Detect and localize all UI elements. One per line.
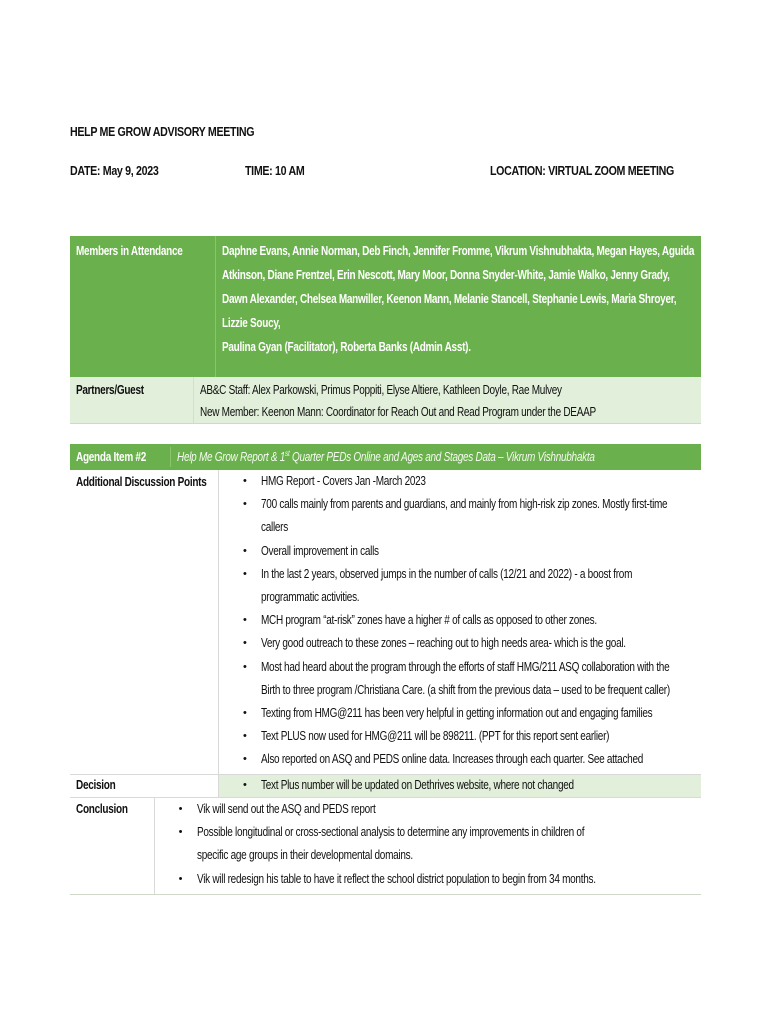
discussion-points — [219, 470, 770, 774]
list-item: • Vik will redesign his table to have it reflect the school district population to begin from 34 months. — [179, 868, 695, 891]
document-title: HELP ME GROW ADVISORY MEETING — [70, 124, 255, 139]
partners-list: AB&C Staff: Alex Parkowski, Primus Poppiti, Elyse Altiere, Kathleen Doyle, Rae Mulvey New Member: Keenon Mann: Coordinator for Reach Out and Read Program under the DEAAP — [200, 383, 597, 419]
conclusion-row — [70, 797, 701, 894]
list-item: • MCH program “at-risk” zones have a higher # of calls as opposed to other zones. — [243, 609, 770, 632]
conclusion-label: Conclusion — [70, 798, 155, 894]
conclusion-points — [155, 798, 701, 894]
agenda-label: Agenda Item #2 — [70, 447, 171, 467]
attendance-table — [70, 236, 701, 424]
members-list: Daphne Evans, Annie Norman, Deb Finch, Jennifer Fromme, Vikrum Vishnubhakta, Megan Hayes, Aguida Atkinson, Diane Frentzel, Erin Nescott, Mary Moor, Donna Snyder-White, Jamie Walko, Jenny Grady, Dawn Alexander, Chelsea Manwiller, Keenon Mann, Melanie Stancell, Stephanie Lewis, Maria Shroyer, Lizzie Soucy, Paulina Gyan (Facilitator), Roberta Banks (Admin Asst). — [222, 244, 695, 354]
list-item: • Most had heard about the program through the efforts of staff HMG/211 ASQ collaboration with the Birth to three program /Christiana Care. (a shift from the previous data – used to be frequent caller) — [243, 656, 770, 702]
decision-row — [70, 774, 701, 797]
partners-label: Partners/Guest — [70, 377, 194, 423]
list-item: • 700 calls mainly from parents and guardians, and mainly from high-risk zip zones. Mostly first-time callers — [243, 493, 770, 539]
meeting-time: TIME: 10 AM — [245, 163, 305, 178]
discussion-row — [70, 470, 701, 774]
list-item: • Overall improvement in calls — [243, 540, 770, 563]
decision-label: Decision — [70, 775, 219, 797]
decision-points — [219, 775, 701, 797]
partners-row — [70, 377, 701, 424]
agenda-topic: Help Me Grow Report & 1st Quarter PEDs Online and Ages and Stages Data – Vikrum Vishnubhakta — [176, 449, 595, 465]
agenda-table — [70, 444, 701, 895]
list-item: • Also reported on ASQ and PEDS online data. Increases through each quarter. See attached — [243, 748, 770, 771]
agenda-header-row — [70, 444, 701, 470]
list-item: • Very good outreach to these zones – reaching out to high needs area- which is the goal. — [243, 632, 770, 655]
meeting-date: DATE: May 9, 2023 — [70, 163, 159, 178]
members-row — [70, 236, 701, 377]
list-item: • Vik will send out the ASQ and PEDS report — [179, 798, 695, 821]
meeting-location: LOCATION: VIRTUAL ZOOM MEETING — [490, 163, 675, 178]
members-label: Members in Attendance — [70, 236, 216, 377]
list-item: • In the last 2 years, observed jumps in the number of calls (12/21 and 2022) - a boost from programmatic activities. — [243, 563, 770, 609]
list-item: • Text PLUS now used for HMG@211 will be 898211. (PPT for this report sent earlier) — [243, 725, 770, 748]
list-item: • Texting from HMG@211 has been very helpful in getting information out and engaging families — [243, 702, 770, 725]
discussion-label: Additional Discussion Points — [70, 470, 219, 774]
list-item: • Text Plus number will be updated on Dethrives website, where not changed — [243, 775, 695, 795]
list-item: • Possible longitudinal or cross-sectional analysis to determine any improvements in children of specific age groups in their developmental domains. — [179, 821, 695, 867]
list-item: • HMG Report - Covers Jan -March 2023 — [243, 470, 770, 493]
